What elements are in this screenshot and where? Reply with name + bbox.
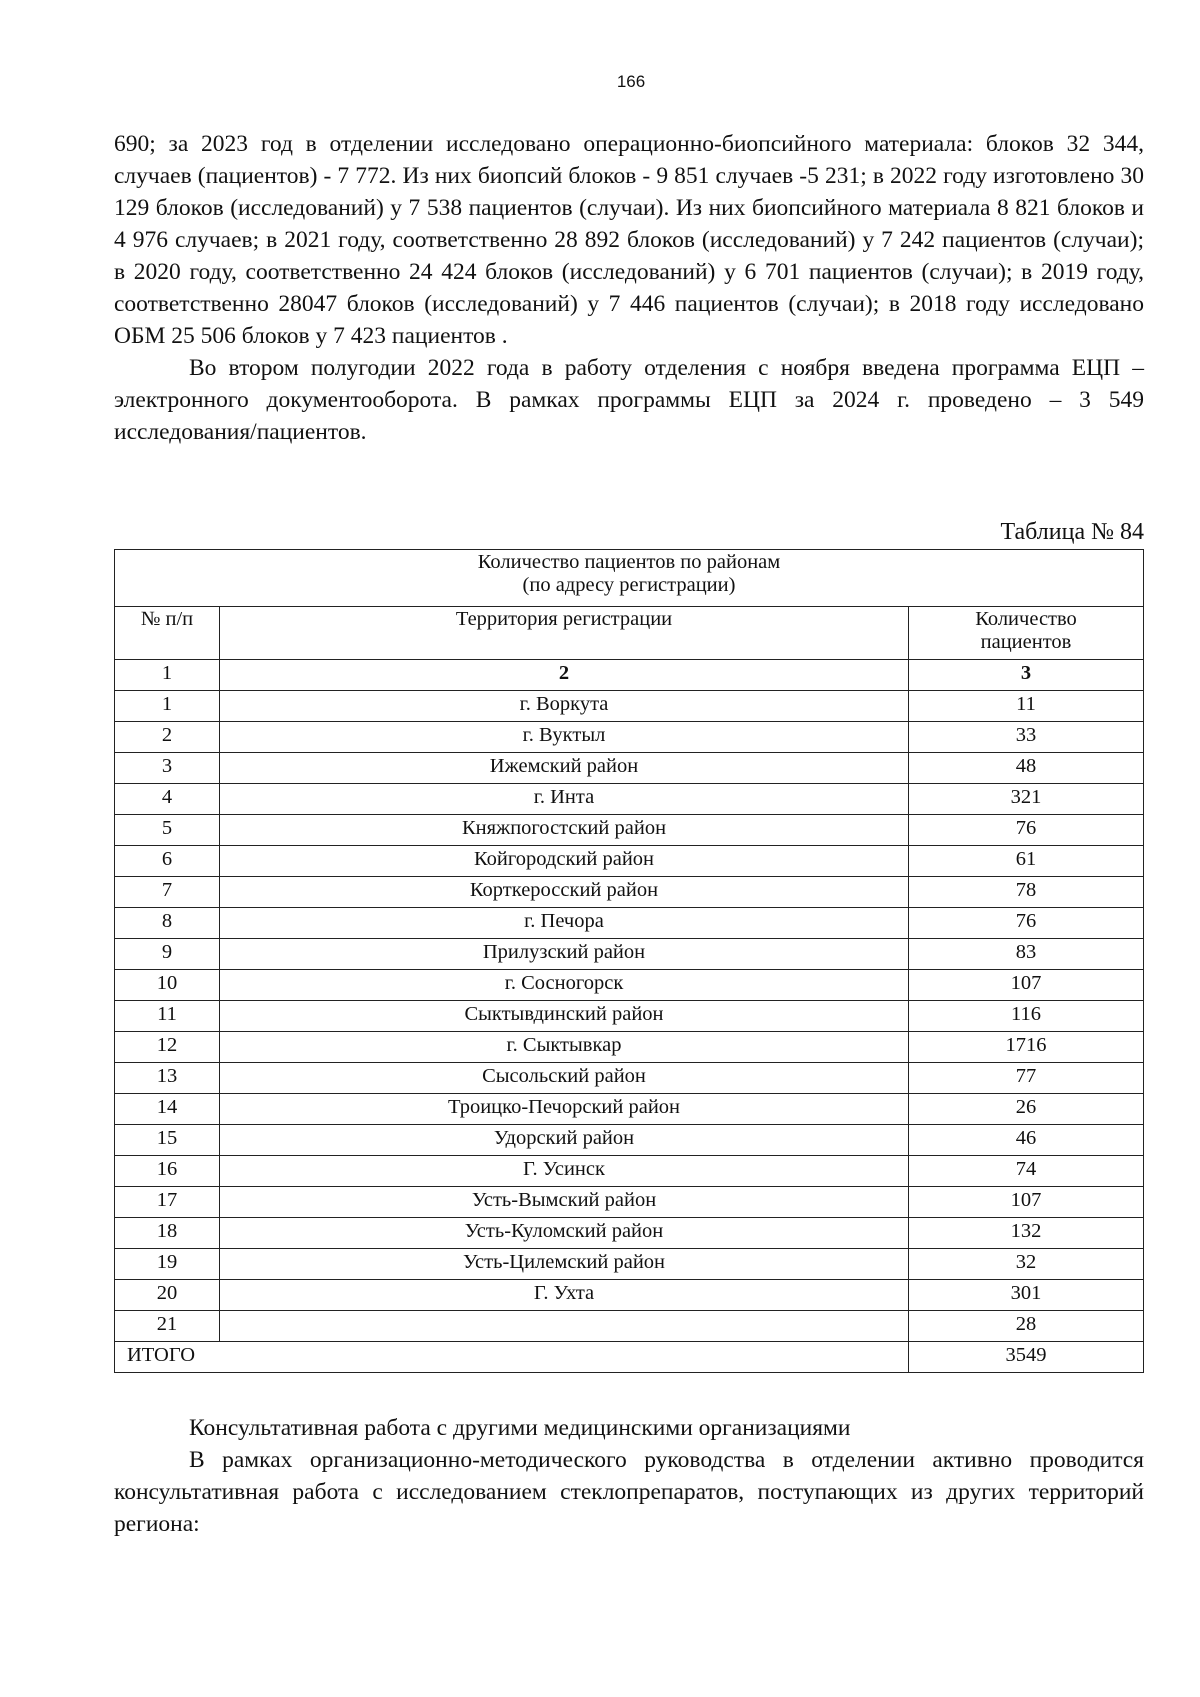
row-territory: Г. Усинск	[220, 1156, 909, 1187]
row-number: 20	[115, 1280, 220, 1311]
row-count: 107	[909, 970, 1144, 1001]
table-row	[115, 1063, 1144, 1094]
row-number: 5	[115, 815, 220, 846]
row-count: 116	[909, 1001, 1144, 1032]
intro-paragraph-2: Во втором полугодии 2022 года в работу отделения с ноября введена программа ЕЦП – электронного документооборота. В рамках программы ЕЦП за 2024 г. проведено – 3 549 исследования/пациентов.	[114, 355, 1144, 445]
row-territory: Г. Ухта	[220, 1280, 909, 1311]
table-row	[115, 1311, 1144, 1342]
table-row	[115, 846, 1144, 877]
table-caption: Таблица № 84	[1000, 519, 1144, 545]
table-row	[115, 1187, 1144, 1218]
table-row	[115, 753, 1144, 784]
page-number: 166	[616, 72, 646, 91]
row-number: 3	[115, 753, 220, 784]
row-territory: г. Воркута	[220, 691, 909, 722]
row-number: 4	[115, 784, 220, 815]
table-row	[115, 877, 1144, 908]
table-row	[115, 970, 1144, 1001]
row-number: 1	[115, 691, 220, 722]
numbering-col-1: 1	[115, 660, 220, 691]
header-territory: Территория регистрации	[220, 607, 909, 660]
header-count-line-2: пациентов	[980, 631, 1072, 653]
outro-paragraph: В рамках организационно-методического руководства в отделении активно проводится консультативная работа с исследованием стеклопрепаратов, поступающих из других территорий региона:	[114, 1447, 1144, 1537]
row-number: 18	[115, 1218, 220, 1249]
outro-text	[114, 1412, 1144, 1540]
table-row	[115, 722, 1144, 753]
row-count: 46	[909, 1125, 1144, 1156]
row-number: 19	[115, 1249, 220, 1280]
row-count: 33	[909, 722, 1144, 753]
table-title-row	[115, 550, 1144, 607]
row-count: 48	[909, 753, 1144, 784]
row-count: 61	[909, 846, 1144, 877]
row-count: 74	[909, 1156, 1144, 1187]
row-territory: Усть-Цилемский район	[220, 1249, 909, 1280]
row-number: 17	[115, 1187, 220, 1218]
row-count: 26	[909, 1094, 1144, 1125]
row-number: 21	[115, 1311, 220, 1342]
row-count: 321	[909, 784, 1144, 815]
row-territory: Прилузский район	[220, 939, 909, 970]
header-count	[909, 607, 1144, 660]
table-title-line-2: (по адресу регистрации)	[522, 574, 736, 596]
row-count: 132	[909, 1218, 1144, 1249]
row-territory: г. Сыктывкар	[220, 1032, 909, 1063]
row-territory: Усть-Вымский район	[220, 1187, 909, 1218]
header-number: № п/п	[115, 607, 220, 660]
row-count: 28	[909, 1311, 1144, 1342]
total-label: ИТОГО	[115, 1342, 909, 1373]
row-territory: Корткеросский район	[220, 877, 909, 908]
row-count: 76	[909, 908, 1144, 939]
table-numbering-row	[115, 660, 1144, 691]
row-number: 14	[115, 1094, 220, 1125]
row-territory: Усть-Куломский район	[220, 1218, 909, 1249]
numbering-col-2: 2	[220, 660, 909, 691]
table-row	[115, 1032, 1144, 1063]
row-territory: Сысольский район	[220, 1063, 909, 1094]
section-heading: Консультативная работа с другими медицинскими организациями	[189, 1415, 851, 1441]
row-number: 13	[115, 1063, 220, 1094]
row-number: 11	[115, 1001, 220, 1032]
row-count: 107	[909, 1187, 1144, 1218]
row-count: 32	[909, 1249, 1144, 1280]
table-header-row	[115, 607, 1144, 660]
row-number: 2	[115, 722, 220, 753]
table-row	[115, 1249, 1144, 1280]
table-row	[115, 784, 1144, 815]
row-count: 77	[909, 1063, 1144, 1094]
row-territory: Княжпогостский район	[220, 815, 909, 846]
patients-by-district-table	[114, 549, 1144, 1373]
table-row	[115, 1218, 1144, 1249]
row-number: 15	[115, 1125, 220, 1156]
row-number: 12	[115, 1032, 220, 1063]
table-row	[115, 1125, 1144, 1156]
row-territory: Троицко-Печорский район	[220, 1094, 909, 1125]
row-number: 8	[115, 908, 220, 939]
row-count: 83	[909, 939, 1144, 970]
total-count: 3549	[909, 1342, 1144, 1373]
row-territory: г. Инта	[220, 784, 909, 815]
numbering-col-3: 3	[909, 660, 1144, 691]
table-row	[115, 1001, 1144, 1032]
intro-paragraph-1: 690; за 2023 год в отделении исследовано операционно-биопсийного материала: блоков 32 344, случаев (пациентов) - 7 772. Из них биопсий блоков - 9 851 случаев -5 231; в 2022 году изготовлено 30 129 блоков (исследований) у 7 538 пациентов (случаи). Из них биопсийного материала 8 821 блоков и 4 976 случаев; в 2021 году, соответственно 28 892 блоков (исследований) у 7 242 пациентов (случаи); в 2020 году, соответственно 24 424 блоков (исследований) у 6 701 пациентов (случаи); в 2019 году, соответственно 28047 блоков (исследований) у 7 446 пациентов (случаи); в 2018 году исследовано ОБМ 25 506 блоков у 7 423 пациентов .	[114, 131, 1144, 349]
row-count: 301	[909, 1280, 1144, 1311]
row-territory: г. Сосногорск	[220, 970, 909, 1001]
row-count: 1716	[909, 1032, 1144, 1063]
row-territory: Сыктывдинский район	[220, 1001, 909, 1032]
row-territory: г. Вуктыл	[220, 722, 909, 753]
row-number: 7	[115, 877, 220, 908]
table-row	[115, 815, 1144, 846]
row-number: 10	[115, 970, 220, 1001]
row-territory: Койгородский район	[220, 846, 909, 877]
row-count: 11	[909, 691, 1144, 722]
table-row	[115, 691, 1144, 722]
row-count: 76	[909, 815, 1144, 846]
table-title-line-1: Количество пациентов по районам	[477, 551, 781, 573]
table-title	[115, 550, 1144, 607]
header-count-line-1: Количество	[975, 608, 1077, 630]
table-row	[115, 908, 1144, 939]
table-row	[115, 939, 1144, 970]
row-number: 6	[115, 846, 220, 877]
table-row	[115, 1156, 1144, 1187]
row-territory: Удорский район	[220, 1125, 909, 1156]
row-count: 78	[909, 877, 1144, 908]
row-territory	[220, 1311, 909, 1342]
table-row	[115, 1280, 1144, 1311]
row-territory: Ижемский район	[220, 753, 909, 784]
row-number: 16	[115, 1156, 220, 1187]
table-total-row	[115, 1342, 1144, 1373]
intro-text	[114, 128, 1144, 448]
table-row	[115, 1094, 1144, 1125]
row-number: 9	[115, 939, 220, 970]
row-territory: г. Печора	[220, 908, 909, 939]
